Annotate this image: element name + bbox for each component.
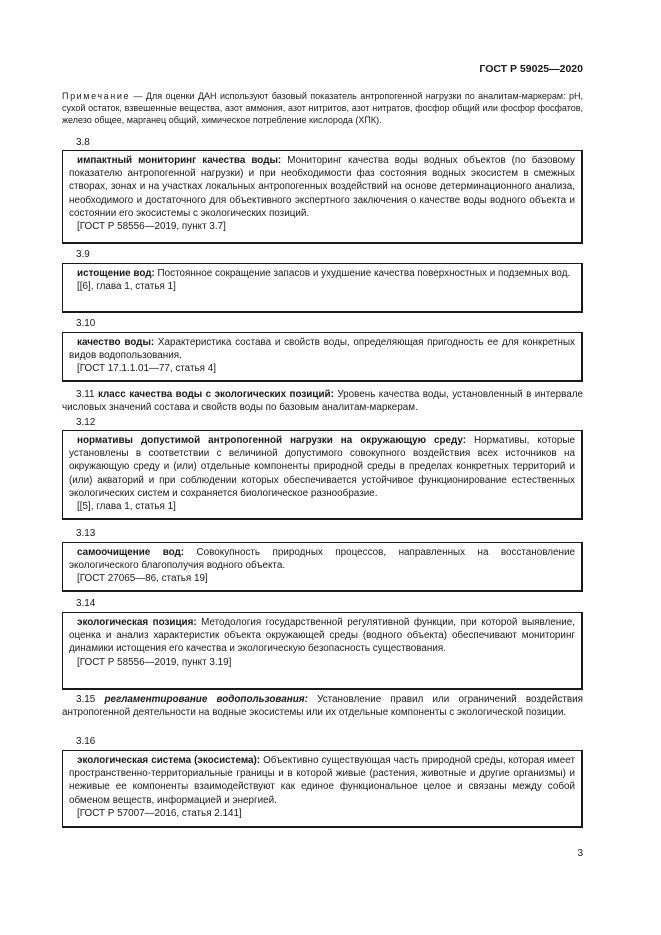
definition-3-16 — [69, 754, 575, 807]
definition-text-3-9: Постоянное сокращение запасов и ухудшение качества поверхностных и подземных вод. — [154, 268, 571, 279]
entry-number-3-15: 3.15 — [76, 694, 96, 705]
definition-box-3-13 — [62, 542, 583, 592]
entry-number-3-16: 3.16 — [76, 736, 96, 747]
note-text: — Для оценки ДАН используют базовый показатель антропогенной нагрузки по аналитам-маркерам: pH, сухой остаток, взвешенные вещества, азот аммония, азот нитритов, азот нитратов, фосфор общий или фосфор фосфатов, железо общее, марганец общий, химическое потребление кислорода (ХПК). — [62, 91, 583, 126]
definition-box-3-12 — [62, 430, 583, 520]
definition-text-3-11: Уровень качества воды, установленный в интервале числовых значений состава и свойств воды по базовым аналитам-маркерам. — [62, 389, 584, 414]
definition-text-3-16: Объективно существующая часть природной среды, которая имеет пространственно-территориальные границы и в которой живые (растения, животные и другие организмы) и неживые ее компоненты взаимодействуют как единое функциональное целое и связаны между собой обменом веществ, информацией и энергией. — [69, 755, 575, 806]
entry-number-3-10: 3.10 — [76, 318, 96, 329]
source-3-13: [ГОСТ 27065—86, статья 19] — [77, 573, 208, 585]
page-number: 3 — [577, 848, 583, 859]
definition-box-3-16 — [62, 750, 583, 828]
source-3-16: [ГОСТ Р 57007—2016, статья 2.141] — [77, 807, 242, 819]
definition-box-3-10 — [62, 332, 583, 382]
entry-number-3-12: 3.12 — [76, 417, 96, 428]
definition-3-14 — [69, 616, 575, 656]
definition-3-11 — [62, 388, 583, 415]
definition-text-3-8: Мониторинг качества воды водных объектов (по базовому показателю антропогенной нагрузки) и при необходимости фаз состояния водных экосистем в смежных створах, зонах и на участках локальных антропогенных воздействий на основе детерминационного анализа, необходимого и достаточного для объективного экспертного заключения о качестве воды водного объекта и состоянии его экосистемы с экологических позиций. — [69, 155, 575, 219]
term-3-13: самоочищение вод: — [77, 547, 185, 558]
definition-text-3-13: Совокупность природных процессов, направленных на восстановление экологического благополучия водного объекта. — [69, 547, 575, 572]
entry-number-3-13: 3.13 — [76, 528, 96, 539]
term-3-14: экологическая позиция: — [77, 617, 197, 628]
entry-number-3-9: 3.9 — [76, 249, 90, 260]
term-3-9: истощение вод: — [77, 268, 155, 279]
term-3-10: качество воды: — [77, 337, 155, 348]
definition-3-12 — [69, 434, 575, 500]
note-label: Примечание — [62, 91, 131, 101]
standard-number: ГОСТ Р 59025—2020 — [479, 63, 583, 75]
note-paragraph — [62, 90, 583, 127]
term-3-15: регламентирование водопользования: — [104, 694, 308, 705]
definition-box-3-14 — [62, 612, 583, 690]
definition-text-3-15: Установление правил или ограничений воздействия антропогенной деятельности на водные экосистемы или их отдельные компоненты с экологической позиции. — [62, 694, 584, 719]
entry-number-3-14: 3.14 — [76, 598, 96, 609]
source-3-9: [[6], глава 1, статья 1] — [77, 281, 176, 293]
definition-3-8 — [69, 154, 575, 220]
definition-3-9 — [69, 267, 575, 280]
source-3-12: [[5], глава 1, статья 1] — [77, 501, 176, 513]
term-3-12: нормативы допустимой антропогенной нагрузки на окружающую среду: — [77, 435, 467, 446]
definition-text-3-10: Характеристика состава и свойств воды, определяющая пригодность ее для конкретных видов водопользования. — [69, 337, 575, 362]
source-3-10: [ГОСТ 17.1.1.01—77, статья 4] — [77, 363, 216, 375]
term-3-16: экологическая система (экосистема): — [77, 755, 261, 766]
definition-text-3-14: Методология государственной регулятивной функции, при которой выявление, оценка и анализ характеристик объекта окружающей среды (водного объекта) обеспечивают мониторинг динамики истощения его качества и экологическую безопасность существования. — [69, 617, 575, 655]
definition-text-3-12: Нормативы, которые установлены в соответствии с величиной допустимого совокупного воздействия всех источников на окружающую среду и (или) отдельные компоненты природной среды в пределах конкретных территорий и (или) акваторий и при соблюдении которых обеспечивается устойчивое функционирование естественных экологических систем и сохраняется биологическое разнообразие. — [69, 435, 575, 499]
definition-3-10 — [69, 336, 575, 362]
definition-3-15 — [62, 693, 583, 720]
definition-box-3-8 — [62, 150, 583, 244]
definition-3-13 — [69, 546, 575, 572]
term-3-11: класс качества воды с экологических позиций: — [97, 389, 334, 400]
entry-number-3-8: 3.8 — [76, 137, 90, 148]
term-3-8: импактный мониторинг качества воды: — [77, 155, 282, 166]
entry-number-3-11: 3.11 — [76, 389, 95, 400]
source-3-14: [ГОСТ Р 58556—2019, пункт 3.19] — [77, 656, 232, 668]
source-3-8: [ГОСТ Р 58556—2019, пункт 3.7] — [77, 221, 226, 233]
definition-box-3-9 — [62, 263, 583, 313]
